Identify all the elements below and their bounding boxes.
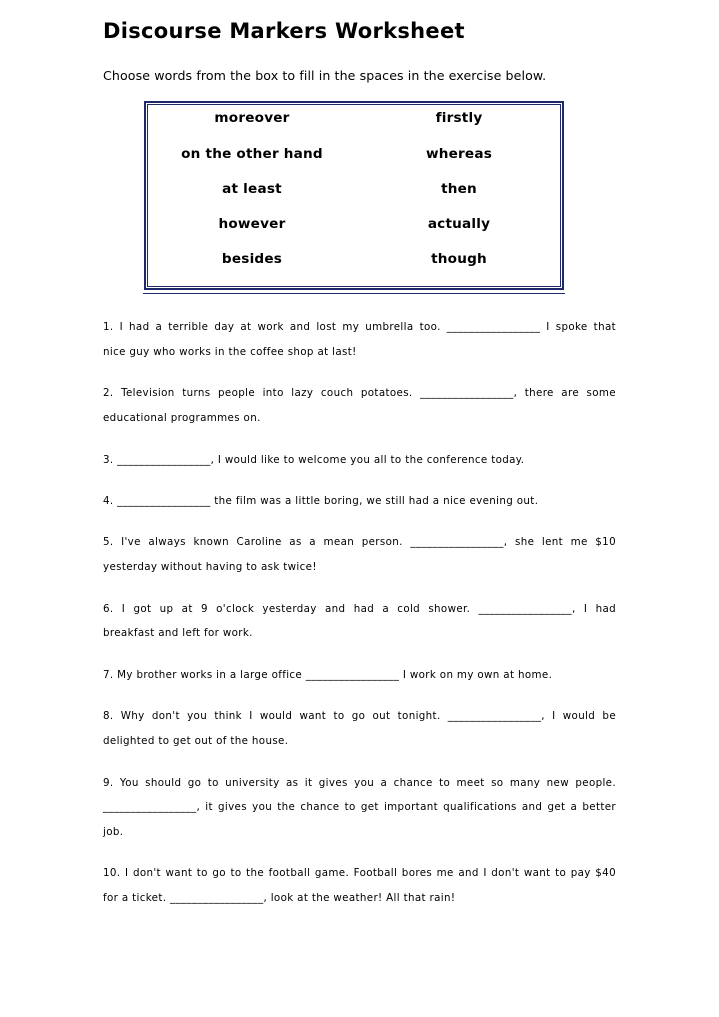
exercise-7-line-1: 7. My brother works in a large office _________________ I work on my own at home. [103, 669, 553, 681]
exercise-2-line-2: educational programmes on. [103, 412, 261, 424]
page-title: Discourse Markers Worksheet [103, 19, 465, 43]
word-box-item: moreover [214, 110, 290, 126]
word-box [144, 101, 564, 290]
exercise-5-line-2: yesterday without having to ask twice! [103, 561, 317, 573]
word-box-item: besides [221, 251, 283, 267]
exercise-6-line-1: 6. I got up at 9 o'clock yesterday and had a cold shower. _________________, I had [103, 603, 616, 615]
exercise-10-line-2: for a ticket. _________________, look at the weather! All that rain! [103, 892, 456, 904]
word-box-item: then [441, 181, 477, 197]
exercise-9-line-3: job. [103, 826, 124, 838]
word-box-item: firstly [435, 110, 483, 126]
exercise-3-line-1: 3. _________________, I would like to welcome you all to the conference today. [103, 454, 525, 466]
word-box-item: whereas [425, 146, 493, 162]
exercise-9-line-1: 9. You should go to university as it gives you a chance to meet so many new people. [103, 777, 616, 789]
exercise-9-line-2: _________________, it gives you the chance to get important qualifications and get a better [103, 801, 616, 813]
word-box-item: actually [427, 216, 491, 232]
instructions-text: Choose words from the box to fill in the spaces in the exercise below. [103, 68, 547, 83]
exercise-1-line-2: nice guy who works in the coffee shop at last! [103, 346, 357, 358]
exercise-2-line-1: 2. Television turns people into lazy couch potatoes. _________________, there are some [103, 387, 616, 399]
exercise-10-line-1: 10. I don't want to go to the football game. Football bores me and I don't want to pay $40 [103, 867, 616, 879]
exercise-4-line-1: 4. _________________ the film was a little boring, we still had a nice evening out. [103, 495, 539, 507]
exercise-5-line-1: 5. I've always known Caroline as a mean person. _________________, she lent me $10 [103, 536, 616, 548]
exercise-8-line-2: delighted to get out of the house. [103, 735, 289, 747]
exercise-1-line-1: 1. I had a terrible day at work and lost my umbrella too. _________________ I spoke that [103, 321, 616, 333]
word-box-item: at least [222, 181, 282, 197]
word-box-item: though [431, 251, 487, 267]
exercise-8-line-1: 8. Why don't you think I would want to go out tonight. _________________, I would be [103, 710, 616, 722]
word-box-item: on the other hand [181, 146, 323, 162]
word-box-item: however [218, 216, 286, 232]
exercise-6-line-2: breakfast and left for work. [103, 627, 253, 639]
